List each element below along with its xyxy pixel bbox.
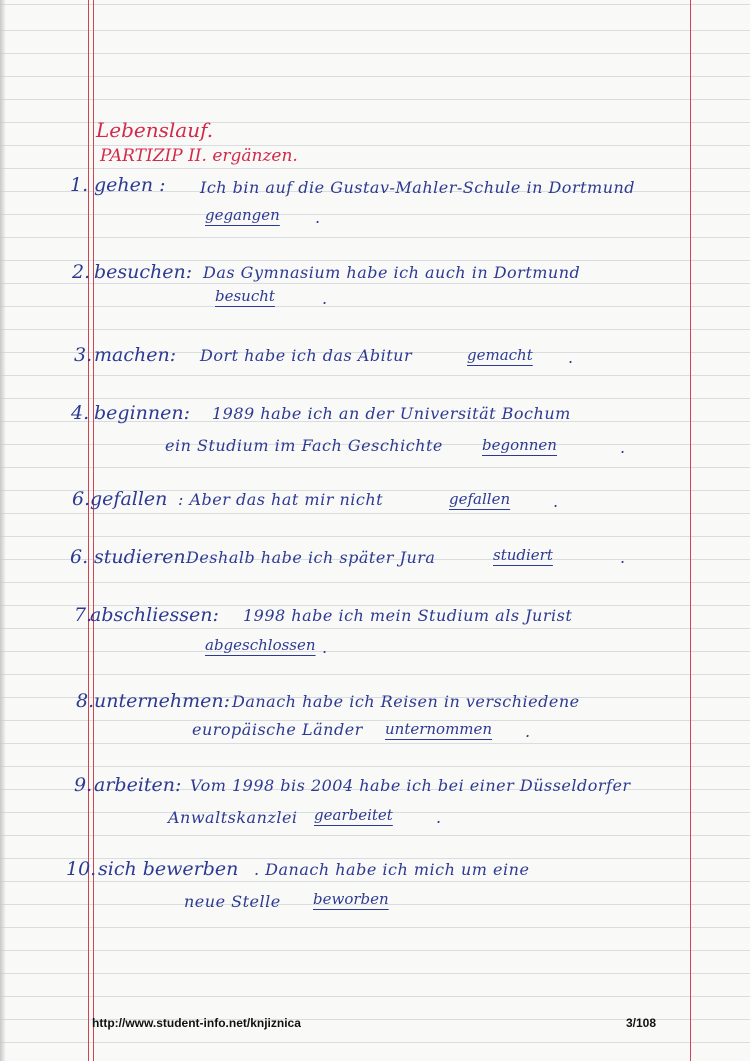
item-answer: gefallen <box>449 490 511 508</box>
item-number: 3. <box>74 344 93 366</box>
item-end: . <box>322 638 328 657</box>
item-sentence-continued: Anwaltskanzlei <box>168 808 298 827</box>
item-number: 4. <box>71 402 90 424</box>
item-end: . <box>315 208 321 227</box>
margin-line <box>88 0 89 1061</box>
item-verb: abschliessen: <box>90 604 219 626</box>
item-verb: studieren <box>94 546 186 568</box>
item-sentence: Ich bin auf die Gustav-Mahler-Schule in Dortmund <box>200 178 636 197</box>
margin-line <box>93 0 94 1061</box>
item-verb: unternehmen: <box>94 690 231 712</box>
item-answer: unternommen <box>385 720 493 738</box>
item-number: 8. <box>76 690 95 712</box>
item-verb: gehen : <box>94 174 166 196</box>
item-verb: besuchen: <box>94 261 193 283</box>
item-sentence: Dort habe ich das Abitur <box>200 346 413 365</box>
item-end: . <box>620 438 626 457</box>
item-number: 9. <box>74 774 93 796</box>
item-verb: sich bewerben <box>98 858 239 880</box>
item-answer: gegangen <box>205 206 280 224</box>
item-end: . <box>553 492 559 511</box>
item-sentence: Danach habe ich Reisen in verschiedene <box>232 692 580 711</box>
item-sentence: Vom 1998 bis 2004 habe ich bei einer Düsseldorfer <box>190 776 631 795</box>
page-number: 3/108 <box>626 1016 657 1030</box>
item-sentence: 1998 habe ich mein Studium als Jurist <box>243 606 573 625</box>
item-answer: gearbeitet <box>314 806 393 824</box>
item-number: 7. <box>74 604 93 626</box>
item-answer: besucht <box>215 287 275 305</box>
item-answer: gemacht <box>467 346 533 364</box>
item-end: . <box>620 548 626 567</box>
item-number: 10. <box>66 858 97 880</box>
margin-line-right <box>690 0 691 1061</box>
item-end: . <box>436 808 442 827</box>
item-answer: beworben <box>313 890 389 908</box>
page-title: Lebenslauf. <box>96 118 214 142</box>
item-number: 1. <box>70 174 89 196</box>
item-answer: studiert <box>493 546 553 564</box>
item-number: 2. <box>72 261 91 283</box>
item-number: 6. <box>72 488 91 510</box>
item-verb: machen: <box>94 344 177 366</box>
item-sentence-continued: europäische Länder <box>192 720 363 739</box>
item-verb: gefallen <box>90 488 168 510</box>
item-sentence: Deshalb habe ich später Jura <box>186 548 436 567</box>
item-sentence: 1989 habe ich an der Universität Bochum <box>212 404 571 423</box>
item-answer: begonnen <box>482 436 557 454</box>
exercise-instruction: PARTIZIP II. ergänzen. <box>100 146 298 166</box>
item-verb: arbeiten: <box>94 774 182 796</box>
item-answer: abgeschlossen <box>205 636 316 654</box>
item-verb: beginnen: <box>94 402 191 424</box>
item-sentence: Das Gymnasium habe ich auch in Dortmund <box>203 263 581 282</box>
page-edge-shadow <box>0 0 6 1061</box>
item-number: 6. <box>70 546 89 568</box>
footer-url: http://www.student-info.net/knjiznica <box>92 1016 301 1030</box>
item-sentence-continued: neue Stelle <box>184 892 281 911</box>
item-end: . <box>525 722 531 741</box>
item-sentence: : Aber das hat mir nicht <box>178 490 384 509</box>
item-end: . <box>568 348 574 367</box>
item-sentence-continued: ein Studium im Fach Geschichte <box>165 436 443 455</box>
item-sentence: . Danach habe ich mich um eine <box>254 860 530 879</box>
item-end: . <box>322 289 328 308</box>
